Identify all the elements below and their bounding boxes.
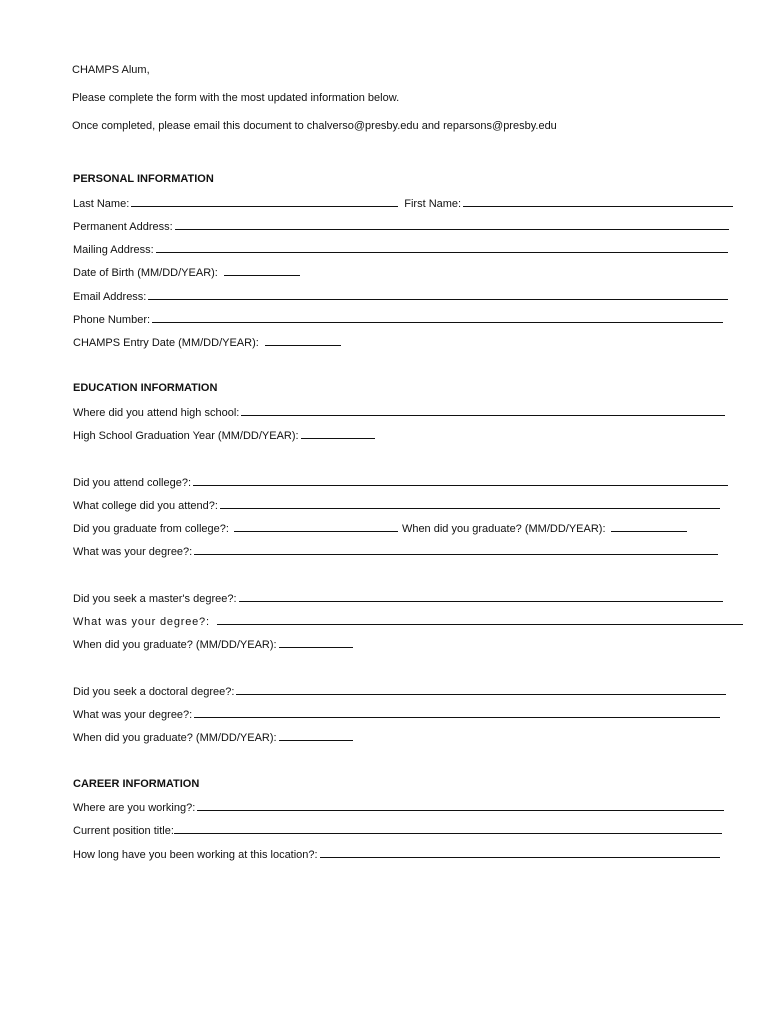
doctoral-degree-label: What was your degree?:	[73, 709, 193, 721]
which-college-label: What college did you attend?:	[73, 500, 218, 512]
degree-label: What was your degree?:	[73, 546, 193, 558]
position-row	[73, 824, 722, 838]
attend-college-field[interactable]	[193, 476, 728, 486]
education-heading: EDUCATION INFORMATION	[73, 382, 218, 394]
graduate-college-label: Did you graduate from college?:	[73, 523, 229, 535]
email-field[interactable]	[148, 290, 728, 300]
phone-row	[73, 313, 723, 327]
attend-college-label: Did you attend college?:	[73, 477, 192, 489]
dob-field[interactable]	[224, 266, 300, 276]
email-note: Once completed, please email this document to chalverso@presby.edu and reparsons@presby.edu	[72, 120, 557, 132]
email-row	[73, 290, 728, 304]
high-school-field[interactable]	[241, 406, 725, 416]
high-school-label: Where did you attend high school:	[73, 407, 240, 419]
permanent-address-row	[73, 220, 729, 234]
duration-field[interactable]	[320, 848, 720, 858]
permanent-address-field[interactable]	[175, 220, 729, 230]
last-first-name-row	[73, 197, 733, 211]
dob-label: Date of Birth (MM/DD/YEAR):	[73, 267, 218, 279]
high-school-row	[73, 406, 725, 420]
entry-date-row	[73, 336, 341, 350]
first-name-field[interactable]	[463, 197, 733, 207]
position-label: Current position title:	[73, 825, 174, 837]
duration-label: How long have you been working at this location?:	[73, 849, 318, 861]
duration-row	[73, 848, 720, 862]
working-label: Where are you working?:	[73, 802, 196, 814]
doctoral-seek-label: Did you seek a doctoral degree?:	[73, 686, 235, 698]
dob-row	[73, 266, 300, 280]
doctoral-seek-field[interactable]	[236, 685, 726, 695]
which-college-row	[73, 499, 720, 513]
masters-grad-label: When did you graduate? (MM/DD/YEAR):	[73, 639, 277, 651]
masters-degree-label: What was your degree?:	[73, 616, 210, 628]
entry-date-field[interactable]	[265, 336, 341, 346]
phone-label: Phone Number:	[73, 314, 151, 326]
mailing-address-row	[73, 243, 728, 257]
hs-grad-row	[73, 429, 375, 443]
position-field[interactable]	[174, 824, 722, 834]
doctoral-degree-field[interactable]	[194, 708, 720, 718]
career-heading: CAREER INFORMATION	[73, 778, 200, 790]
phone-field[interactable]	[152, 313, 723, 323]
masters-degree-field[interactable]	[217, 615, 743, 625]
graduate-college-row	[73, 522, 687, 536]
doctoral-seek-row	[73, 685, 726, 699]
working-field[interactable]	[197, 801, 724, 811]
mailing-address-label: Mailing Address:	[73, 244, 154, 256]
last-name-field[interactable]	[131, 197, 398, 207]
doctoral-grad-field[interactable]	[279, 731, 353, 741]
doctoral-grad-row	[73, 731, 353, 745]
doctoral-grad-label: When did you graduate? (MM/DD/YEAR):	[73, 732, 277, 744]
college-grad-date-field[interactable]	[611, 522, 687, 532]
instruction: Please complete the form with the most updated information below.	[72, 92, 400, 104]
attend-college-row	[73, 476, 728, 490]
entry-date-label: CHAMPS Entry Date (MM/DD/YEAR):	[73, 337, 259, 349]
last-name-label: Last Name:	[73, 198, 130, 210]
college-grad-date-label: When did you graduate? (MM/DD/YEAR):	[401, 523, 606, 535]
permanent-address-label: Permanent Address:	[73, 221, 173, 233]
mailing-address-field[interactable]	[156, 243, 728, 253]
email-label: Email Address:	[73, 291, 147, 303]
masters-seek-label: Did you seek a master's degree?:	[73, 593, 237, 605]
masters-grad-row	[73, 638, 353, 652]
which-college-field[interactable]	[220, 499, 720, 509]
hs-grad-label: High School Graduation Year (MM/DD/YEAR):	[73, 430, 299, 442]
masters-seek-row	[73, 592, 723, 606]
degree-field[interactable]	[194, 545, 718, 555]
graduate-college-field[interactable]	[234, 522, 398, 532]
hs-grad-field[interactable]	[301, 429, 375, 439]
masters-seek-field[interactable]	[239, 592, 723, 602]
masters-degree-row	[73, 615, 743, 629]
first-name-label: First Name:	[404, 198, 462, 210]
masters-grad-field[interactable]	[279, 638, 353, 648]
personal-heading: PERSONAL INFORMATION	[73, 173, 214, 185]
working-row	[73, 801, 724, 815]
doctoral-degree-row	[73, 708, 720, 722]
degree-row	[73, 545, 718, 559]
greeting: CHAMPS Alum,	[72, 64, 150, 76]
